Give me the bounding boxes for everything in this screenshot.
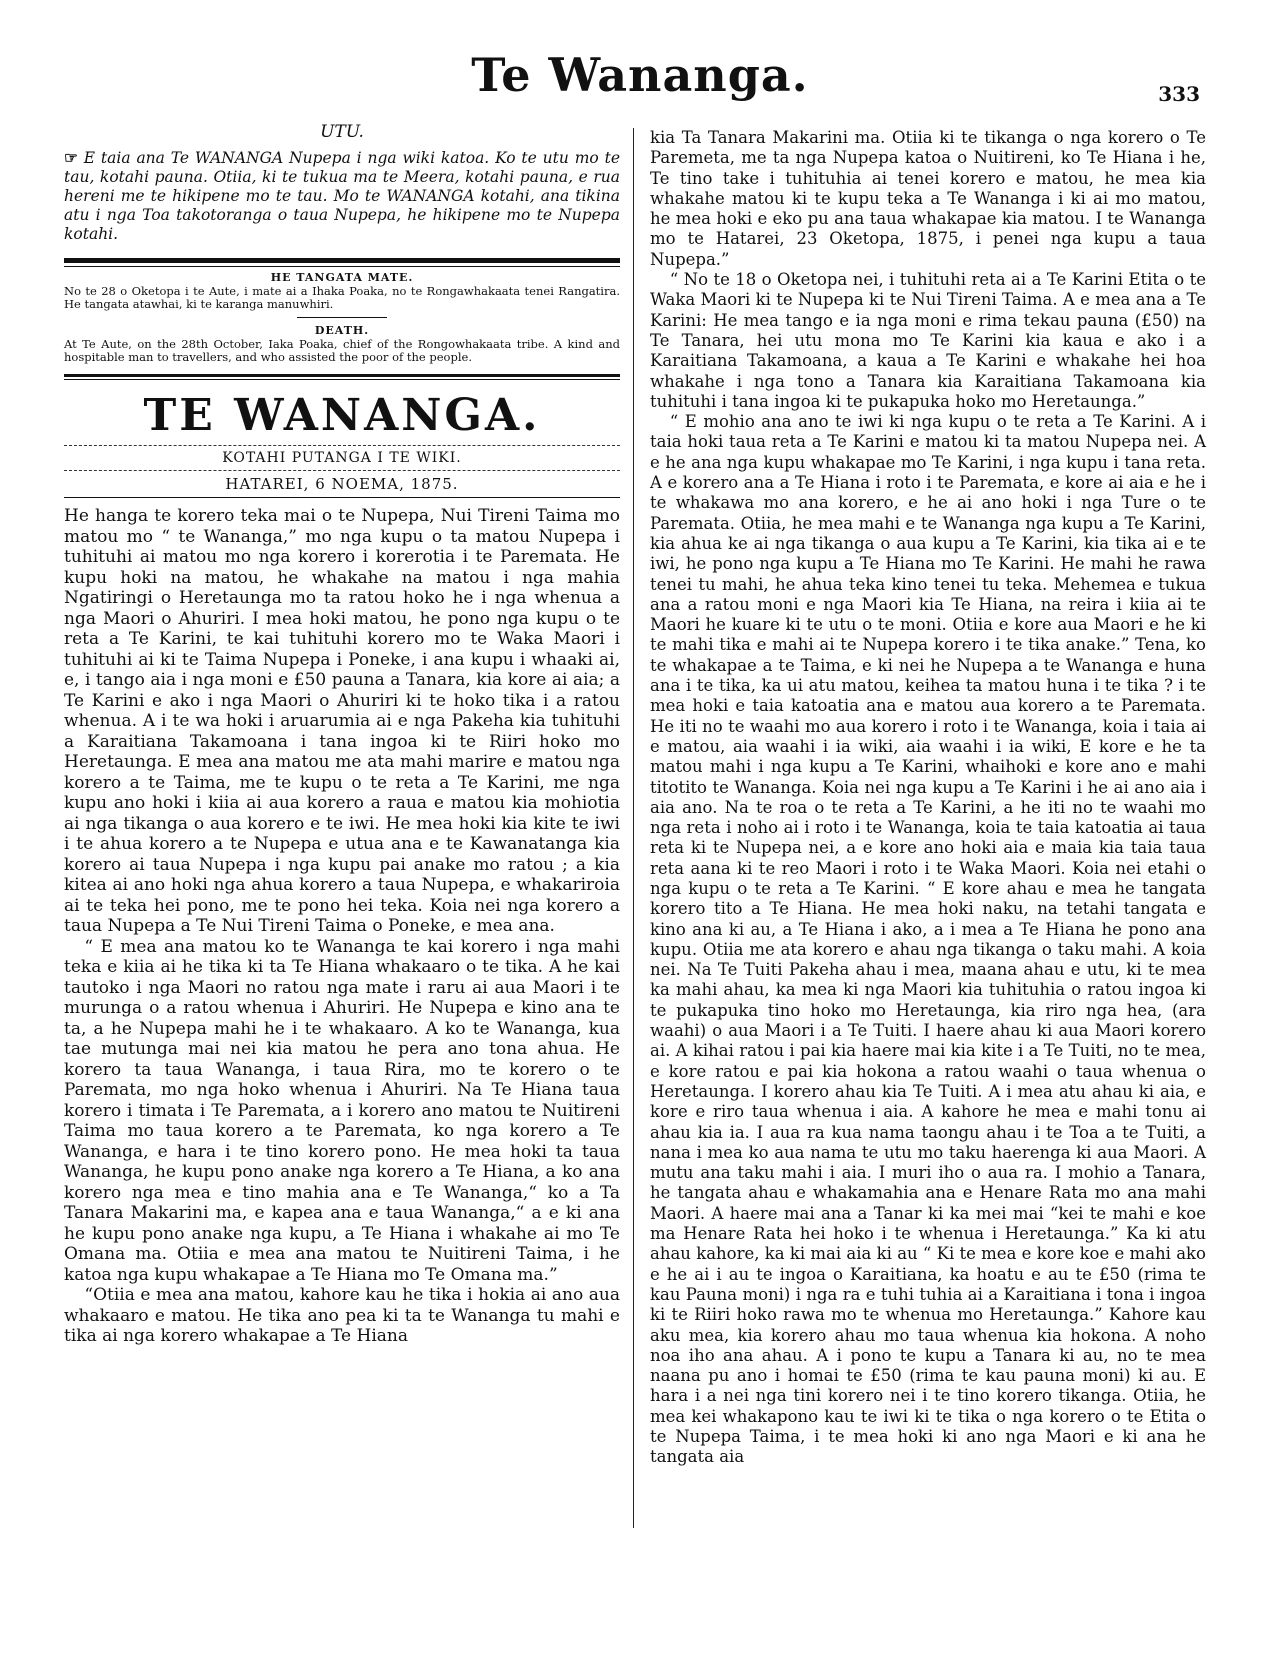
article-paragraph: “ E mohio ana ano te iwi ki nga kupu o te reta a Te Karini. A i taia hoki taua reta a Te Karini e matou ki ta matou Nupepa nei. A e he ana nga kupu whakapae mo Te Karini, i nga kupu i tana reta. A e korero ana a Te Hiana i roto i te Paremata, e kore ai aia e he i te whakawa mo ana korero, e he ai ano hoki i nga Ture o te Paremata. Otiia, he mea mahi e te Wananga nga kupu a Te Karini, kia ahua ke ai nga tikanga o aua kupu a Te Karini, kia tika ai e te iwi, he pono nga kupu a Te Hiana mo Te Karini. He mahi he rawa tenei tu mahi, he ahua teka kino tenei tu teka. Mehemea e tukua ana a ratou moni e nga Maori kia Te Hiana, na reira i kiia ai te Maori he kuare ki te utu o te moni. Otiia e kore aua Maori e he ki te mahi tika e mahi ai te Nupepa korero i te tika anake.” Tena, ko te whakapae a te Taima, e ki nei he Nupepa a te Wananga e huna ana i te tika, ka ui atu matou, keihea ta matou huna i te tika ? i te mea hoki e taia katoatia ana e matou aua korero a te Paremata. He iti no te waahi mo aua korero i roto i te Wananga, koia i taia ai e matou, aia waahi i ia wiki, aia waahi i ia wiki, E kore e he ta matou mahi i nga kupu a Te Karini, whaihoki e kore ano e mahi titotito te Wananga. Koia nei nga kupu a Te Karini i he ai ano aia i aia ano. Na te roa o te reta a Te Karini, a he iti no te waahi mo nga reta i noho ai i roto i te Wananga, koia te taia katoatia ai taua reta ki te Nupepa nei, a e kore ano hoki aia e maia kia taia taua reta aana ki te reo Maori i roto i te Waka Maori. Koia nei etahi o nga kupu o te reta a Te Karini. “ E kore ahau e mea he tangata korero tito a Te Hiana. He mea hoki naku, na tetahi tangata e kino ana ki au, a Te Hiana i ako, a i mea a Te Hiana he pono ana kupu. Otiia me ata korero e ahau nga tikanga o taku mahi. A koia nei. Na Te Tuiti Pakeha ahau i mea, maana ahau e utu, ki te mea ka mahi ahau, ka mea ki nga Maori kia tuhituhia o ratou ingoa ki te pukapuka tino hoko mo Heretaunga, kia riro nga hea, (ara waahi) o aua Maori i a Te Tuiti. I haere ahau ki aua Maori korero ai. A kihai ratou i pai kia haere mai kia kite i a Te Tuiti, no te mea, e kore ratou e pai kia hokona a ratou waahi o taua whenua o Heretaunga. I korero ahau kia Te Tuiti. A i mea atu ahau ki aia, e kore e riro taua whenua i aia. A kahore he mea e mahi tonu ai ahau kia ia. I aua ra kua nama taongu ahau i te Toa a te Tuiti, a nana i mea ko aua nama te utu mo taku haerenga ki aua Maori. A mutu ana taku mahi i aia. I muri iho o aua ra. I mohio a Tanara, he tangata ahau e whakamahia ana e Henare Rata mo ana mahi Maori. A haere mai ana a Tanar ki ka mei mai “kei te mahi e koe ma Henare Rata hei hoko i te whenua i Heretaunga.” Ka ki atu ahau kahore, ka ki mai aia ki au “ Ki te mea e kore koe e mahi ako e he ai i au te ingoa o Karaitiana, ka hoatu e au te £50 (rima te kau Pauna moni) i nga ra e tuhi tuhia ai a Karaitiana i tona i ingoa ki te Riiri hoko rawa mo te whenua mo Heretaunga.” Kahore kau aku mea, kia korero ahau mo taua whenua kia hokona. A noho noa iho ana ahau. A i pono te kupu a Tanara ki au, no te mea naana pu ano i homai te £50 (rima te kau pauna moni) ki au. E hara i a nei nga tini korero nei i te tino korero tikanga. Otiia, he mea kei whakapono kau te iwi ki te tika o nga korero o te Etita o te Nupepa Taima, i te mea hoki ki ano nga Maori e ki ana he tangata aia: [650, 412, 1206, 1467]
section-rule-thin: [64, 266, 620, 267]
utu-notice: [64, 148, 620, 244]
mate-heading: HE TANGATA MATE.: [270, 271, 414, 284]
masthead-subtitle: KOTAHI PUTANGA I TE WIKI.: [222, 450, 462, 466]
wavy-rule: [64, 445, 620, 446]
dateline: HATAREI, 6 NOEMA, 1875.: [225, 475, 459, 493]
page-number: 333: [1158, 82, 1200, 106]
death-body: At Te Aute, on the 28th October, Iaka Poaka, chief of the Rongowhakaata tribe. A kind and hospitable man to travellers, and who assisted the poor of the people.: [64, 337, 620, 364]
short-rule: [297, 317, 387, 318]
left-column: [64, 122, 620, 1347]
utu-heading: UTU.: [320, 122, 364, 142]
column-divider: [633, 128, 634, 1528]
section-rule: [64, 258, 620, 263]
article-paragraph: “ No te 18 o Oketopa nei, i tuhituhi reta ai a Te Karini Etita o te Waka Maori ki te Nupepa ki te Nui Tireni Taima. A e mea ana a Te Karini: He mea tango e ia nga moni e rima tekau pauna (£50) na Te Tanara, hei utu mona mo Te Karini kia kaua e ako i a Karaitiana Takamoana, a kaua a Te Karini e whakahe hei hoa whakahe i nga tono a Tanara kia Karaitiana Takamoana kia tuhituhi i tana ingoa ki te pukapuka hoko mo Heretaunga.”: [650, 270, 1206, 411]
wavy-rule: [64, 470, 620, 471]
mate-body: No te 28 o Oketopa i te Aute, i mate ai a Ihaka Poaka, no te Rongawhakaata tenei Rangatira. He tangata atawhai, ki te karanga manuwhiri.: [64, 284, 620, 311]
article-paragraph: “ E mea ana matou ko te Wananga te kai korero i nga mahi teka e kiia ai he tika ki ta Te Hiana whakaaro o te tika. A he kai tautoko i nga Maori no ratou nga mate i raru ai aua Maori i te murunga o a ratou whenua i Ahuriri. He Nupepa e kino ana te ta, a he Nupepa mahi he i te whakaaro. A ko te Wananga, kua tae mutunga mai nei kia matou he pera ano tona ahua. He korero ta taua Wananga, i taua Rira, mo te korero o te Paremata, mo nga hoko whenua i Ahuriri. Na Te Hiana taua korero i timata i Te Paremata, a i korero ano matou te Nuitireni Taima mo taua korero a te Paremata, ko nga korero a Te Wananga, e hara i te tino korero pono. He mea hoki ta taua Wananga, he kupu pono anake nga korero a Te Hiana, a ko ana korero nga mea e tino mahia ana e Te Wananga,“ ko a Ta Tanara Makarini ma, e kapea ana e taua Wananga,“ a e ki ana he kupu pono anake nga kupu, a Te Hiana i whakahe ai mo Te Omana ma. Otiia e mea ana matou te Nuitireni Taima, i he katoa nga kupu whakapae a Te Hiana mo Te Omana ma.”: [64, 936, 620, 1285]
running-title: Te Wananga.: [471, 48, 809, 102]
utu-body: E taia ana Te WANANGA Nupepa i nga wiki katoa. Ko te utu mo te tau, kotahi pauna. Otiia, ki te tukua ma te Meera, kotahi pauna, e rua hereni me te hikipene mo te tau. Mo te WANANGA kotahi, ana tikina atu i nga Toa takotoranga o taua Nupepa, he hikipene mo te Nupepa kotahi.: [64, 149, 620, 243]
masthead-title: TE WANANGA.: [143, 390, 541, 441]
right-column: [650, 128, 1206, 1468]
article-paragraph: “Otiia e mea ana matou, kahore kau he tika i hokia ai ano aua whakaaro e matou. He tika ano pea ki ta te Wananga tu mahi e tika ai nga korero whakapae a Te Hiana: [64, 1285, 620, 1346]
article-paragraph: He hanga te korero teka mai o te Nupepa, Nui Tireni Taima mo matou mo “ te Wananga,” mo nga kupu o ta matou Nupepa i tuhituhi ai matou mo nga korero i korerotia i te Paremata. He kupu hoki na matou, he whakahe na matou i nga mahia Ngatiringi o Heretaunga mo ta ratou hoko he i nga whenua a nga Maori o Ahuriri. I mea hoki matou, he pono nga kupu o te reta a Te Karini, te kai tuhituhi korero mo te Waka Maori i tuhituhi ai ki te Taima Nupepa i Poneke, i ana kupu i whaaki ai, e, i tango aia i nga moni e £50 pauna a Tanara, kia kore ai aia; a Te Karini e ako i nga Maori o Ahuriri ki te hoko tika i a ratou whenua. A i te wa hoki i aruarumia ai e nga Pakeha kia tuhituhi a Karaitiana Takamoana i tana ingoa ki te Riiri hoko mo Heretaunga. E mea ana matou me ata mahi marire e matou nga korero a te Taima, me te kupu o te reta a Te Karini, me nga kupu ano hoki i kiia ai aua korero a raua e matou kia mohiotia ai nga tikanga o aua korero e te iwi. He mea hoki kia kite te iwi i te ahua korero a te Nupepa e utua ana e te Kawanatanga kia korero ai taua Nupepa i nga kupu pai anake mo ratou ; a kia kitea ai ano hoki nga ahua korero a taua Nupepa, e whakariroia ai te teka hei pono, me te pono hei teka. Koia nei nga korero a taua Nupepa a Te Nui Tireni Taima o Poneke, e mea ana.: [64, 506, 620, 936]
masthead-rule: [64, 374, 620, 380]
dateline-rule: [64, 497, 620, 498]
pointing-hand-icon: ☞: [64, 148, 78, 167]
death-heading: DEATH.: [314, 324, 370, 337]
article-paragraph: kia Ta Tanara Makarini ma. Otiia ki te tikanga o nga korero o Te Paremeta, me ta nga Nupepa katoa o Nuitireni, ko Te Hiana i he, Te tino take i tuhituhia ai tenei korero e matou, he mea kia whakahe matou ki te kupu teka a Te Wananga i ki ai mo matou, he mea hoki e eko pu ana taua whakapae kia matou. I te Wananga mo te Hatarei, 23 Oketopa, 1875, i penei nga kupu a taua Nupepa.”: [650, 128, 1206, 269]
